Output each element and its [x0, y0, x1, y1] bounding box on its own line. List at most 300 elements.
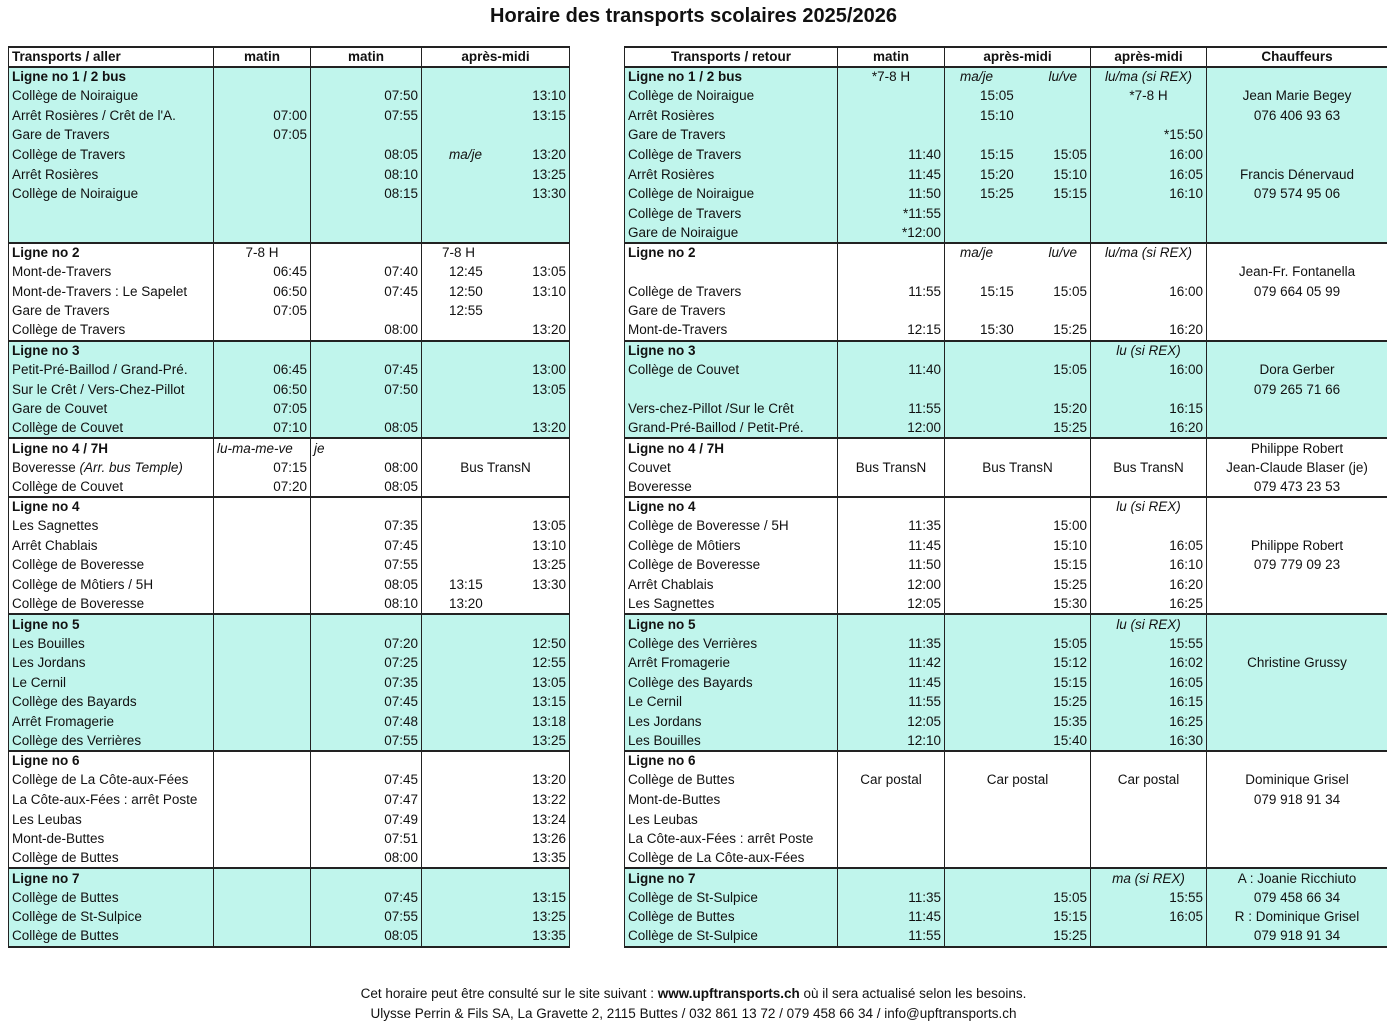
outbound-time-morning-1: 07:15	[214, 458, 311, 478]
outbound-stop-row	[9, 888, 570, 908]
outbound-time-morning-1: 06:45	[214, 360, 311, 380]
outbound-header-morning-2: matin	[311, 47, 422, 67]
outbound-stop-name	[9, 829, 214, 849]
outbound-stop-row	[9, 771, 570, 791]
return-note-afternoon-2: lu (si REX)	[1091, 341, 1207, 361]
outbound-time-morning-1	[214, 927, 311, 947]
outbound-time-afternoon-2: 13:22	[532, 792, 566, 807]
outbound-note-morning-1	[214, 751, 311, 771]
outbound-time-morning-1	[214, 595, 311, 615]
outbound-stop-name	[9, 849, 214, 869]
outbound-time-morning-1: 06:50	[214, 380, 311, 400]
outbound-afternoon-pair	[425, 771, 566, 789]
return-stop-row	[625, 204, 1387, 224]
outbound-line-title-row	[9, 497, 570, 517]
return-driver	[1207, 810, 1387, 830]
outbound-stop-name	[9, 106, 214, 126]
outbound-time-afternoon-1	[425, 654, 449, 672]
return-stop-name: Vers-chez-Pillot /Sur le Crêt	[625, 399, 838, 419]
return-stop-row	[625, 634, 1387, 654]
outbound-afternoon-pair	[425, 302, 566, 320]
return-afternoon-pair	[948, 654, 1087, 672]
return-time-morning: 12:00	[838, 575, 945, 595]
return-line-title: Ligne no 5	[625, 614, 838, 634]
return-time-afternoon-1	[945, 302, 1091, 322]
outbound-time-morning-1: 07:05	[214, 302, 311, 322]
return-afternoon-pair	[948, 889, 1087, 907]
return-note-afternoon-1	[945, 438, 1091, 458]
outbound-stop-label: Mont-de-Buttes	[12, 831, 105, 847]
outbound-time-afternoon-1	[425, 693, 449, 711]
outbound-time-afternoon-1: ma/je	[449, 146, 483, 162]
outbound-time-morning-2: 08:05	[311, 145, 422, 165]
return-driver: 079 458 66 34	[1207, 888, 1387, 908]
return-stop-name: Gare de Travers	[625, 302, 838, 322]
outbound-stop-label: Collège des Verrières	[12, 732, 142, 748]
return-note-afternoon-1	[945, 341, 1091, 361]
return-stop-name: Mont-de-Travers	[625, 321, 838, 341]
return-driver: Philippe Robert	[1207, 536, 1387, 556]
outbound-time-morning-2	[311, 302, 422, 322]
return-afternoon-pair	[948, 517, 1087, 535]
outbound-time-afternoon	[422, 145, 570, 165]
outbound-stop-row	[9, 184, 570, 204]
outbound-stop-row	[9, 165, 570, 185]
outbound-time-morning-1	[214, 673, 311, 693]
return-stop-row	[625, 908, 1387, 928]
return-time-days-b: 15:05	[1053, 283, 1087, 299]
return-operator-afternoon-2: Bus TransN	[1091, 458, 1207, 478]
outbound-line-title: Ligne no 6	[9, 751, 214, 771]
outbound-time-morning-2: 08:05	[311, 575, 422, 595]
outbound-stop-name	[9, 262, 214, 282]
outbound-stop-name	[9, 204, 214, 224]
return-time-afternoon-2: 15:55	[1091, 634, 1207, 654]
return-note-afternoon-pair	[948, 68, 1087, 86]
outbound-time-morning-1: 07:00	[214, 106, 311, 126]
outbound-time-afternoon	[422, 790, 570, 810]
outbound-stop-name	[9, 223, 214, 243]
outbound-time-morning-2: 08:05	[311, 927, 422, 947]
outbound-stop-label: Arrêt Rosières / Crêt de l'A.	[12, 107, 176, 123]
return-time-morning	[838, 849, 945, 869]
outbound-time-morning-2: 07:50	[311, 380, 422, 400]
outbound-note-afternoon: 7-8 H	[422, 243, 570, 263]
outbound-line-title: Ligne no 5	[9, 614, 214, 634]
outbound-stop-row	[9, 595, 570, 615]
return-driver: Dora Gerber	[1207, 360, 1387, 380]
return-time-afternoon-2	[1091, 477, 1207, 497]
outbound-time-morning-1: 07:05	[214, 399, 311, 419]
outbound-time-afternoon	[422, 399, 570, 419]
outbound-afternoon-pair	[425, 830, 566, 848]
return-stop-row	[625, 106, 1387, 126]
outbound-time-morning-1	[214, 771, 311, 791]
outbound-time-afternoon-1	[425, 635, 449, 653]
outbound-time-afternoon	[422, 419, 570, 439]
outbound-time-morning-2: 08:05	[311, 477, 422, 497]
outbound-note-morning-2	[311, 67, 422, 87]
return-line-title-row	[625, 751, 1387, 771]
return-time-afternoon-1	[945, 165, 1091, 185]
outbound-line-title: Ligne no 2	[9, 243, 214, 263]
return-stop-name: Collège de Buttes	[625, 908, 838, 928]
return-time-days-a: 15:25	[980, 186, 1014, 202]
outbound-time-afternoon-2: 13:00	[532, 361, 566, 377]
outbound-time-morning-1: 06:45	[214, 262, 311, 282]
return-time-morning	[838, 106, 945, 126]
outbound-stop-label: Collège de Buttes	[12, 850, 119, 866]
return-time-morning	[838, 790, 945, 810]
outbound-afternoon-pair	[425, 166, 566, 184]
outbound-stop-name	[9, 399, 214, 419]
outbound-time-afternoon-1	[425, 674, 449, 692]
return-time-afternoon-2: 16:00	[1091, 360, 1207, 380]
outbound-time-morning-1	[214, 732, 311, 752]
return-stop-row	[625, 360, 1387, 380]
return-afternoon-pair	[948, 556, 1087, 574]
outbound-stop-name	[9, 810, 214, 830]
return-stop-name: Collège de St-Sulpice	[625, 888, 838, 908]
outbound-stop-row	[9, 87, 570, 107]
return-stop-row	[625, 399, 1387, 419]
return-stop-name: Les Sagnettes	[625, 595, 838, 615]
outbound-time-morning-2: 07:35	[311, 517, 422, 537]
outbound-note-morning-2	[311, 341, 422, 361]
return-time-afternoon-2: 16:20	[1091, 419, 1207, 439]
outbound-stop-name	[9, 184, 214, 204]
return-header-row	[625, 47, 1387, 67]
return-time-afternoon-2	[1091, 380, 1207, 400]
return-afternoon-pair	[948, 732, 1087, 750]
return-time-morning	[838, 477, 945, 497]
outbound-stop-name	[9, 282, 214, 302]
return-stop-name: Arrêt Chablais	[625, 575, 838, 595]
outbound-header-afternoon: après-midi	[422, 47, 570, 67]
return-time-days-a: 15:20	[980, 166, 1014, 182]
return-stop-name: Collège de St-Sulpice	[625, 927, 838, 947]
return-stop-row	[625, 595, 1387, 615]
outbound-stop-name	[9, 888, 214, 908]
return-line-title-row	[625, 243, 1387, 263]
outbound-note-morning-2	[311, 243, 422, 263]
outbound-time-afternoon	[422, 849, 570, 869]
return-time-afternoon-1	[945, 145, 1091, 165]
outbound-time-afternoon-2: 13:20	[532, 772, 566, 788]
outbound-stop-label: Les Leubas	[12, 811, 82, 827]
outbound-stop-row	[9, 673, 570, 693]
outbound-time-morning-1	[214, 321, 311, 341]
return-stop-row	[625, 165, 1387, 185]
outbound-time-afternoon	[422, 360, 570, 380]
return-time-afternoon-1	[945, 908, 1091, 928]
return-afternoon-pair	[948, 927, 1087, 945]
return-stop-row	[625, 184, 1387, 204]
return-operator-morning: Bus TransN	[838, 458, 945, 478]
return-note-afternoon-2	[1091, 751, 1207, 771]
outbound-note-morning-1: lu-ma-me-ve	[214, 438, 311, 458]
outbound-time-morning-2: 07:40	[311, 262, 422, 282]
outbound-time-afternoon	[422, 595, 570, 615]
outbound-line-title-row	[9, 243, 570, 263]
return-time-morning: 11:35	[838, 517, 945, 537]
return-time-afternoon-1	[945, 106, 1091, 126]
return-header-afternoon-2: après-midi	[1091, 47, 1207, 67]
footer-company-contact: Ulysse Perrin & Fils SA, La Gravette 2, 2115 Buttes / 032 861 13 72 / 079 458 66 34 / info@upftransports.ch	[370, 1006, 1017, 1021]
return-time-morning: 11:42	[838, 653, 945, 673]
return-line-title: Ligne no 4 / 7H	[625, 438, 838, 458]
outbound-time-afternoon-2: 13:10	[532, 283, 566, 299]
outbound-afternoon-pair	[425, 87, 566, 105]
return-afternoon-pair	[948, 87, 1087, 105]
return-time-days-b: 15:15	[1053, 557, 1087, 573]
outbound-afternoon-pair	[425, 576, 566, 594]
outbound-stop-label: Mont-de-Travers	[12, 264, 112, 280]
return-time-morning: 11:35	[838, 888, 945, 908]
return-time-afternoon-2	[1091, 517, 1207, 537]
return-driver	[1207, 321, 1387, 341]
outbound-time-morning-2: 08:05	[311, 419, 422, 439]
return-stop-name: Collège de Travers	[625, 204, 838, 224]
return-driver	[1207, 243, 1387, 263]
return-driver	[1207, 751, 1387, 771]
outbound-time-afternoon	[422, 712, 570, 732]
outbound-stop-row	[9, 693, 570, 713]
return-time-days-b: 15:25	[1053, 694, 1087, 710]
return-driver: 079 574 95 06	[1207, 184, 1387, 204]
outbound-note-morning-2	[311, 751, 422, 771]
outbound-time-morning-2: 08:00	[311, 849, 422, 869]
return-stop-name: Collège de La Côte-aux-Fées	[625, 849, 838, 869]
return-stop-row	[625, 771, 1387, 791]
outbound-stop-label: Petit-Pré-Baillod / Grand-Pré.	[12, 361, 188, 377]
return-line-title: Ligne no 3	[625, 341, 838, 361]
outbound-stop-label: Les Bouilles	[12, 635, 85, 651]
outbound-afternoon-pair	[425, 908, 566, 926]
outbound-time-afternoon-2: 13:10	[532, 88, 566, 104]
return-time-afternoon-2: 16:05	[1091, 165, 1207, 185]
return-stop-row	[625, 380, 1387, 400]
return-note-morning	[838, 868, 945, 888]
return-stop-name: Le Cernil	[625, 693, 838, 713]
return-driver: Jean Marie Begey	[1207, 87, 1387, 107]
return-time-days-a: 15:15	[980, 283, 1014, 299]
outbound-stop-row	[9, 829, 570, 849]
return-afternoon-pair	[948, 400, 1087, 418]
outbound-time-afternoon	[422, 673, 570, 693]
return-stop-row	[625, 477, 1387, 497]
return-time-afternoon-2	[1091, 106, 1207, 126]
return-stop-name: La Côte-aux-Fées : arrêt Poste	[625, 829, 838, 849]
return-time-afternoon-1	[945, 399, 1091, 419]
return-afternoon-pair	[948, 146, 1087, 164]
outbound-stop-label: Collège de Couvet	[12, 420, 124, 436]
outbound-note-afternoon	[422, 868, 570, 888]
outbound-time-morning-1: 07:05	[214, 126, 311, 146]
outbound-note-afternoon	[422, 438, 570, 458]
outbound-stop-name	[9, 732, 214, 752]
return-time-days-b: 15:15	[1053, 909, 1087, 925]
return-time-morning: 11:45	[838, 673, 945, 693]
outbound-stop-label: Collège de Buttes	[12, 928, 119, 944]
return-time-afternoon-1	[945, 360, 1091, 380]
return-time-afternoon-2	[1091, 302, 1207, 322]
outbound-stop-row	[9, 223, 570, 243]
outbound-time-morning-1	[214, 184, 311, 204]
page-title: Horaire des transports scolaires 2025/2026	[490, 5, 897, 27]
return-stop-name	[625, 262, 838, 282]
return-stop-name: Arrêt Rosières	[625, 165, 838, 185]
return-time-days-b: 15:05	[1053, 889, 1087, 905]
outbound-time-afternoon-2: 13:10	[532, 537, 566, 553]
outbound-time-afternoon	[422, 810, 570, 830]
outbound-stop-row	[9, 908, 570, 928]
return-driver: Dominique Grisel	[1207, 771, 1387, 791]
outbound-time-morning-2: 07:50	[311, 87, 422, 107]
return-time-days-a: 15:05	[980, 88, 1014, 104]
return-driver	[1207, 497, 1387, 517]
return-time-morning: 11:55	[838, 927, 945, 947]
outbound-afternoon-pair	[425, 635, 566, 653]
return-stop-name: Arrêt Fromagerie	[625, 653, 838, 673]
outbound-note-afternoon	[422, 497, 570, 517]
outbound-time-afternoon	[422, 556, 570, 576]
outbound-time-afternoon-1: 13:15	[449, 576, 483, 592]
return-driver	[1207, 223, 1387, 243]
return-driver: 079 664 05 99	[1207, 282, 1387, 302]
return-note-morning: *7-8 H	[838, 67, 945, 87]
outbound-time-afternoon-2: 13:25	[532, 909, 566, 925]
return-driver	[1207, 712, 1387, 732]
outbound-stop-row	[9, 653, 570, 673]
return-time-afternoon-2	[1091, 262, 1207, 282]
return-driver: 079 265 71 66	[1207, 380, 1387, 400]
return-time-afternoon-1	[945, 790, 1091, 810]
outbound-note-morning-2	[311, 497, 422, 517]
outbound-time-afternoon-2: 13:25	[532, 732, 566, 748]
outbound-time-morning-1	[214, 810, 311, 830]
return-note-morning	[838, 243, 945, 263]
outbound-time-afternoon-2: 13:18	[532, 713, 566, 729]
return-time-days-b: 15:05	[1053, 146, 1087, 162]
return-stop-name: Gare de Travers	[625, 126, 838, 146]
outbound-afternoon-pair	[425, 791, 566, 809]
outbound-stop-row	[9, 517, 570, 537]
return-time-days-a: 15:10	[980, 107, 1014, 123]
outbound-time-morning-1	[214, 653, 311, 673]
return-time-days-b: 15:10	[1053, 166, 1087, 182]
outbound-stop-label: Boveresse	[12, 459, 80, 475]
return-driver: Christine Grussy	[1207, 653, 1387, 673]
outbound-stop-label: Collège de Noiraigue	[12, 186, 139, 202]
outbound-time-afternoon	[422, 771, 570, 791]
return-stop-name: Collège de Couvet	[625, 360, 838, 380]
outbound-stop-row	[9, 849, 570, 869]
outbound-stop-name	[9, 790, 214, 810]
return-stop-name: Les Leubas	[625, 810, 838, 830]
return-driver	[1207, 517, 1387, 537]
outbound-stop-label: Gare de Travers	[12, 303, 110, 319]
return-time-afternoon-2	[1091, 829, 1207, 849]
outbound-stop-name	[9, 360, 214, 380]
return-time-afternoon-1	[945, 419, 1091, 439]
outbound-stop-name	[9, 575, 214, 595]
return-stop-row	[625, 575, 1387, 595]
return-afternoon-pair	[948, 361, 1087, 379]
return-time-morning: 11:45	[838, 165, 945, 185]
outbound-note-morning-1	[214, 341, 311, 361]
outbound-stop-name	[9, 126, 214, 146]
outbound-time-morning-2: 08:15	[311, 184, 422, 204]
outbound-time-afternoon-1	[425, 849, 449, 867]
outbound-note-afternoon	[422, 751, 570, 771]
outbound-afternoon-pair	[425, 419, 566, 437]
return-time-afternoon-2	[1091, 810, 1207, 830]
return-time-afternoon-2	[1091, 790, 1207, 810]
outbound-time-afternoon-1	[425, 908, 449, 926]
return-stop-row	[625, 145, 1387, 165]
outbound-time-afternoon	[422, 653, 570, 673]
outbound-time-morning-1	[214, 634, 311, 654]
outbound-time-morning-2: 07:55	[311, 732, 422, 752]
return-time-afternoon-1	[945, 634, 1091, 654]
outbound-time-afternoon-2: 13:24	[532, 811, 566, 827]
return-line-title: Ligne no 4	[625, 497, 838, 517]
outbound-stop-label: Sur le Crêt / Vers-Chez-Pillot	[12, 381, 185, 397]
return-time-afternoon-2: 16:05	[1091, 908, 1207, 928]
outbound-afternoon-pair	[425, 361, 566, 379]
outbound-time-morning-1: 07:10	[214, 419, 311, 439]
outbound-stop-row	[9, 810, 570, 830]
return-driver: Jean-Fr. Fontanella	[1207, 262, 1387, 282]
return-time-days-b: 15:15	[1053, 186, 1087, 202]
return-note-morning	[838, 438, 945, 458]
return-afternoon-pair	[948, 576, 1087, 594]
return-time-afternoon-1	[945, 829, 1091, 849]
outbound-afternoon-pair	[425, 185, 566, 203]
outbound-time-afternoon-2: 13:15	[532, 694, 566, 710]
return-time-morning: 11:55	[838, 693, 945, 713]
outbound-stop-name	[9, 87, 214, 107]
return-time-afternoon-1	[945, 595, 1091, 615]
outbound-stop-label: Collège de Travers	[12, 322, 126, 338]
return-note-morning	[838, 751, 945, 771]
return-note-afternoon-pair	[948, 244, 1087, 262]
outbound-time-morning-1	[214, 849, 311, 869]
outbound-time-afternoon	[422, 126, 570, 146]
footer-website-link[interactable]: www.upftransports.ch	[657, 986, 800, 1001]
return-stop-name: Collège de Noiraigue	[625, 87, 838, 107]
return-time-days-b: 15:15	[1053, 674, 1087, 690]
outbound-stop-name	[9, 419, 214, 439]
outbound-stop-label: Collège de Noiraigue	[12, 88, 139, 104]
return-time-afternoon-2: 16:15	[1091, 693, 1207, 713]
outbound-stop-row	[9, 732, 570, 752]
outbound-time-morning-2: 07:35	[311, 673, 422, 693]
return-stop-name: Mont-de-Buttes	[625, 790, 838, 810]
return-driver: 079 918 91 34	[1207, 790, 1387, 810]
outbound-time-afternoon	[422, 536, 570, 556]
return-driver	[1207, 302, 1387, 322]
outbound-time-morning-1: 07:20	[214, 477, 311, 497]
return-afternoon-pair	[948, 674, 1087, 692]
outbound-stop-label: Arrêt Chablais	[12, 537, 98, 553]
return-note-days-a: ma/je	[960, 245, 994, 261]
outbound-time-morning-2	[311, 204, 422, 224]
return-line-title-row	[625, 497, 1387, 517]
return-time-afternoon-2: 16:15	[1091, 399, 1207, 419]
return-time-afternoon-1	[945, 653, 1091, 673]
